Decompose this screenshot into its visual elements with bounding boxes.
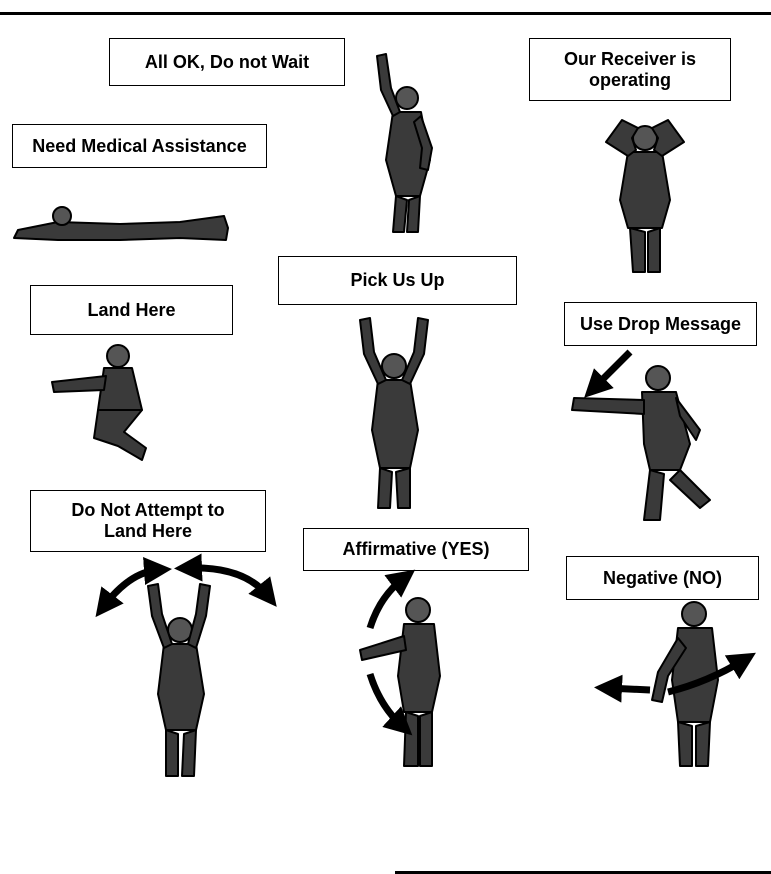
label-pick-us-up: Pick Us Up [278, 256, 517, 305]
yes-arrow-down [370, 674, 402, 726]
yes-arrow-up [370, 578, 404, 628]
figure-all-ok [377, 54, 432, 232]
figure-pick-up [360, 318, 428, 508]
figure-medical [14, 207, 228, 240]
label-use-drop-message: Use Drop Message [564, 302, 757, 346]
label-affirmative: Affirmative (YES) [303, 528, 529, 571]
label-all-ok: All OK, Do not Wait [109, 38, 345, 86]
label-negative: Negative (NO) [566, 556, 759, 600]
label-our-receiver: Our Receiver is operating [529, 38, 731, 101]
figure-do-not-land [148, 584, 210, 776]
label-land-here: Land Here [30, 285, 233, 335]
no-arrow-left [608, 688, 650, 690]
figure-receiver [606, 120, 684, 272]
label-do-not-attempt: Do Not Attempt to Land Here [30, 490, 266, 552]
figure-drop-message [572, 366, 710, 520]
figure-land-here [52, 345, 146, 460]
label-need-medical: Need Medical Assistance [12, 124, 267, 168]
drop-message-arrow [594, 352, 630, 388]
